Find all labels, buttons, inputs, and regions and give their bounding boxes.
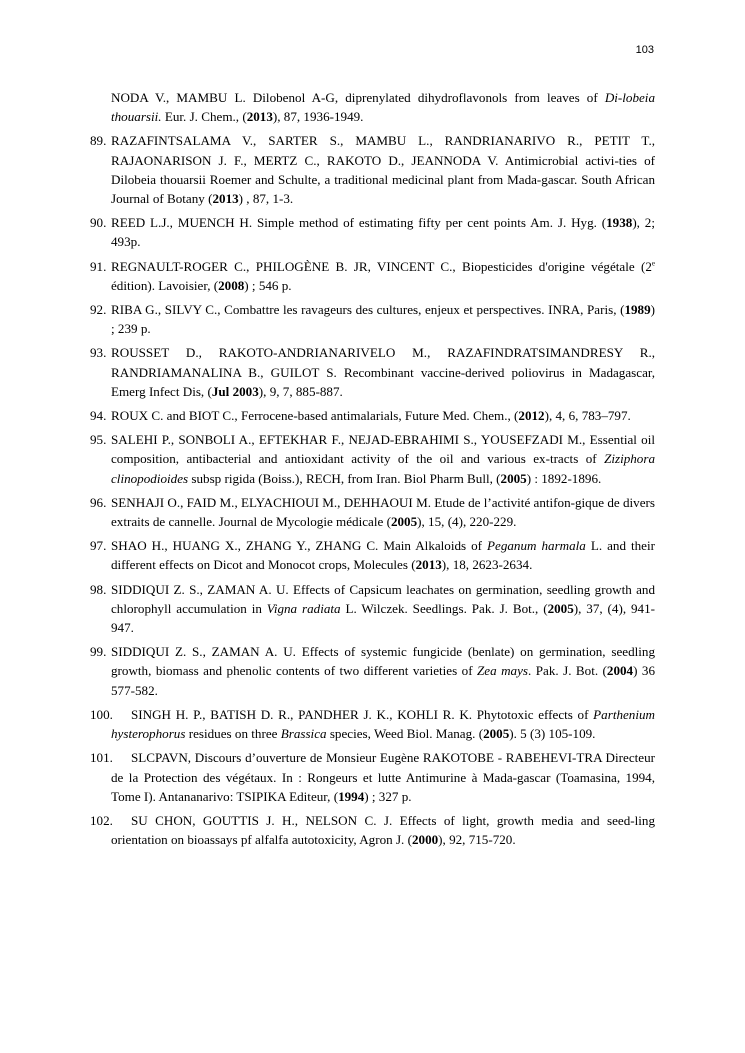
reference-entry xyxy=(90,748,655,806)
reference-number: 94. xyxy=(90,408,107,424)
reference-text: ), 18, 2623-2634. xyxy=(441,557,533,573)
reference-number: 95. xyxy=(90,432,107,448)
reference-number: 98. xyxy=(90,581,107,597)
reference-text: ), 92, 715-720. xyxy=(438,832,516,848)
reference-number: 96. xyxy=(90,494,107,510)
reference-entry xyxy=(90,343,655,401)
reference-text: 2005 xyxy=(390,514,418,530)
reference-text: édition). Lavoisier, ( xyxy=(111,277,219,293)
reference-text: 2005 xyxy=(500,470,527,486)
reference-text: ) : 1892-1896. xyxy=(526,470,602,486)
reference-text: ROUSSET D., RAKOTO-ANDRIANARIVELO M., RAZAFINDRATSIMANDRESY R., RANDRIAMANALINA B., GUILOT S. Recombinant vaccine-derived poliovirus in Madagascar, Emerg Infect Dis, ( xyxy=(111,345,655,399)
reference-text: 2005 xyxy=(547,600,574,616)
reference-text: Peganum harmala xyxy=(487,538,586,554)
reference-text: REED L.J., MUENCH H. Simple method of estimating fifty per cent points Am. J. Hyg. ( xyxy=(111,215,607,231)
reference-text: 2012 xyxy=(518,408,545,424)
reference-number: 100. xyxy=(90,706,113,722)
reference-text: SIDDIQUI Z. S., ZAMAN A. U. Effects of systemic fungicide (benlate) on germination, seedling growth, biomass and phenolic contents of two different varieties of xyxy=(111,644,655,679)
reference-list xyxy=(90,88,655,854)
reference-text: 2013 xyxy=(415,557,442,573)
reference-text: 1994 xyxy=(338,788,365,804)
reference-text: L. and their different effects on Dicot and Monocot crops, Molecules ( xyxy=(111,538,655,573)
reference-entry xyxy=(90,131,655,208)
reference-text: Eur. J. Chem., ( xyxy=(161,109,247,125)
reference-text: Vigna radiata xyxy=(266,600,341,616)
reference-text: SALEHI P., SONBOLI A., EFTEKHAR F., NEJAD-EBRAHIMI S., YOUSEFZADI M., Essential oil composition, antibacterial and antioxidant activity of the oil and various ex-tracts of xyxy=(111,432,655,467)
reference-text: subsp rigida (Boiss.), RECH, from Iran. Biol Pharm Bull, ( xyxy=(188,470,501,486)
reference-text: ), 4, 6, 783–797. xyxy=(544,408,631,424)
reference-entry xyxy=(90,536,655,574)
reference-entry xyxy=(90,430,655,488)
reference-entry xyxy=(90,811,655,849)
reference-text: ROUX C. and BIOT C., Ferrocene-based antimalarials, Future Med. Chem., ( xyxy=(111,408,519,424)
reference-number: 101. xyxy=(90,750,113,766)
reference-text: 2004 xyxy=(606,663,634,679)
reference-entry xyxy=(90,88,655,126)
reference-text: SLCPAVN, Discours d’ouverture de Monsieur Eugène RAKOTOBE - RABEHEVI-TRA Directeur de la Protection des végétaux. In : Rongeurs et lutte Antimurine à Mada-gascar (Toamasina, 1994, Tome I). Antananarivo: TSIPIKA Editeur, ( xyxy=(111,750,655,804)
reference-text: 2013 xyxy=(212,191,239,207)
reference-text: ) 36 577-582. xyxy=(111,663,655,698)
reference-entry xyxy=(90,580,655,638)
reference-entry xyxy=(90,642,655,700)
reference-entry xyxy=(90,406,655,425)
reference-text: ) ; 327 p. xyxy=(364,788,412,804)
reference-entry xyxy=(90,705,655,743)
reference-text: ). 5 (3) 105-109. xyxy=(509,726,596,742)
page-number: 103 xyxy=(635,44,654,56)
reference-text: ), 9, 7, 885-887. xyxy=(258,383,343,399)
reference-text: SENHAJI O., FAID M., ELYACHIOUI M., DEHHAOUI M. Etude de l’activité antifon-gique de divers extraits de cannelle. Journal de Mycologie médicale ( xyxy=(111,494,655,530)
reference-number: 90. xyxy=(90,215,107,231)
reference-text: RAZAFINTSALAMA V., SARTER S., MAMBU L., RANDRIANARIVO R., PETIT T., RAJAONARISON J. F., MERTZ C., RAKOTO D., JEANNODA V. Antimicrobial activi-ties of Dilobeia thouarsii Roemer and Schulte, a traditional medicinal plant from Mada-gascar. South African Journal of Botany ( xyxy=(111,133,655,207)
reference-text: ) ; 239 p. xyxy=(111,302,655,337)
reference-text: RIBA G., SILVY C., Combattre les ravageurs des cultures, enjeux et perspectives. INRA, Paris, ( xyxy=(111,302,625,318)
reference-number: 91. xyxy=(90,258,107,274)
reference-text: Di-lobeia thouarsii. xyxy=(111,90,655,125)
reference-text: 2005 xyxy=(483,726,510,742)
reference-text: NODA V., MAMBU L. Dilobenol A-G, diprenylated dihydroflavonols from leaves of xyxy=(111,90,605,105)
reference-entry xyxy=(90,300,655,338)
reference-text: ) , 87, 1-3. xyxy=(238,191,294,207)
reference-text: ), 2; 493p. xyxy=(111,215,655,250)
reference-text: . Pak. J. Bot. ( xyxy=(528,663,607,679)
reference-text: 2008 xyxy=(218,277,245,293)
reference-text: 2013 xyxy=(246,109,273,125)
reference-text: SIDDIQUI Z. S., ZAMAN A. U. Effects of Capsicum leachates on germination, seedling growth and chlorophyll accumulation in xyxy=(111,581,655,616)
reference-number: 93. xyxy=(90,345,107,361)
reference-text: 1938 xyxy=(606,215,633,231)
reference-text: species, Weed Biol. Manag. ( xyxy=(326,726,484,742)
reference-text: ), 37, (4), 941-947. xyxy=(111,600,655,636)
reference-text: Brassica xyxy=(280,726,327,742)
reference-text: Zea mays xyxy=(477,663,529,679)
reference-text: ) ; 546 p. xyxy=(244,277,292,293)
reference-entry xyxy=(90,213,655,251)
reference-text: 1989 xyxy=(624,302,651,318)
reference-number: 89. xyxy=(90,133,107,149)
reference-text: Parthenium hysterophorus xyxy=(111,706,655,742)
reference-text: residues on three xyxy=(185,726,281,742)
reference-text: Ziziphora clinopodioides xyxy=(111,451,655,486)
reference-text: REGNAULT-ROGER C., PHILOGÈNE B. JR, VINCENT C., Biopesticides d'origine végétale (2 xyxy=(111,258,652,274)
reference-number: 99. xyxy=(90,644,107,660)
reference-entry xyxy=(90,257,655,295)
reference-entry xyxy=(90,493,655,531)
reference-text: ), 87, 1936-1949. xyxy=(272,109,364,125)
reference-text: e xyxy=(651,259,655,268)
reference-text: Jul 2003 xyxy=(211,383,259,399)
reference-text: SHAO H., HUANG X., ZHANG Y., ZHANG C. Main Alkaloids of xyxy=(111,538,488,554)
reference-text: ), 15, (4), 220-229. xyxy=(417,514,517,530)
reference-text: SINGH H. P., BATISH D. R., PANDHER J. K., KOHLI R. K. Phytotoxic effects of xyxy=(131,706,594,722)
reference-text: SU CHON, GOUTTIS J. H., NELSON C. J. Effects of light, growth media and seed-ling orientation on bioassays pf alfalfa autotoxicity, Agron J. ( xyxy=(111,812,655,848)
reference-text: L. Wilczek. Seedlings. Pak. J. Bot., ( xyxy=(340,600,548,616)
reference-number: 102. xyxy=(90,812,113,828)
reference-number: 92. xyxy=(90,302,107,318)
reference-text: 2000 xyxy=(411,832,439,848)
reference-number: 97. xyxy=(90,538,107,554)
